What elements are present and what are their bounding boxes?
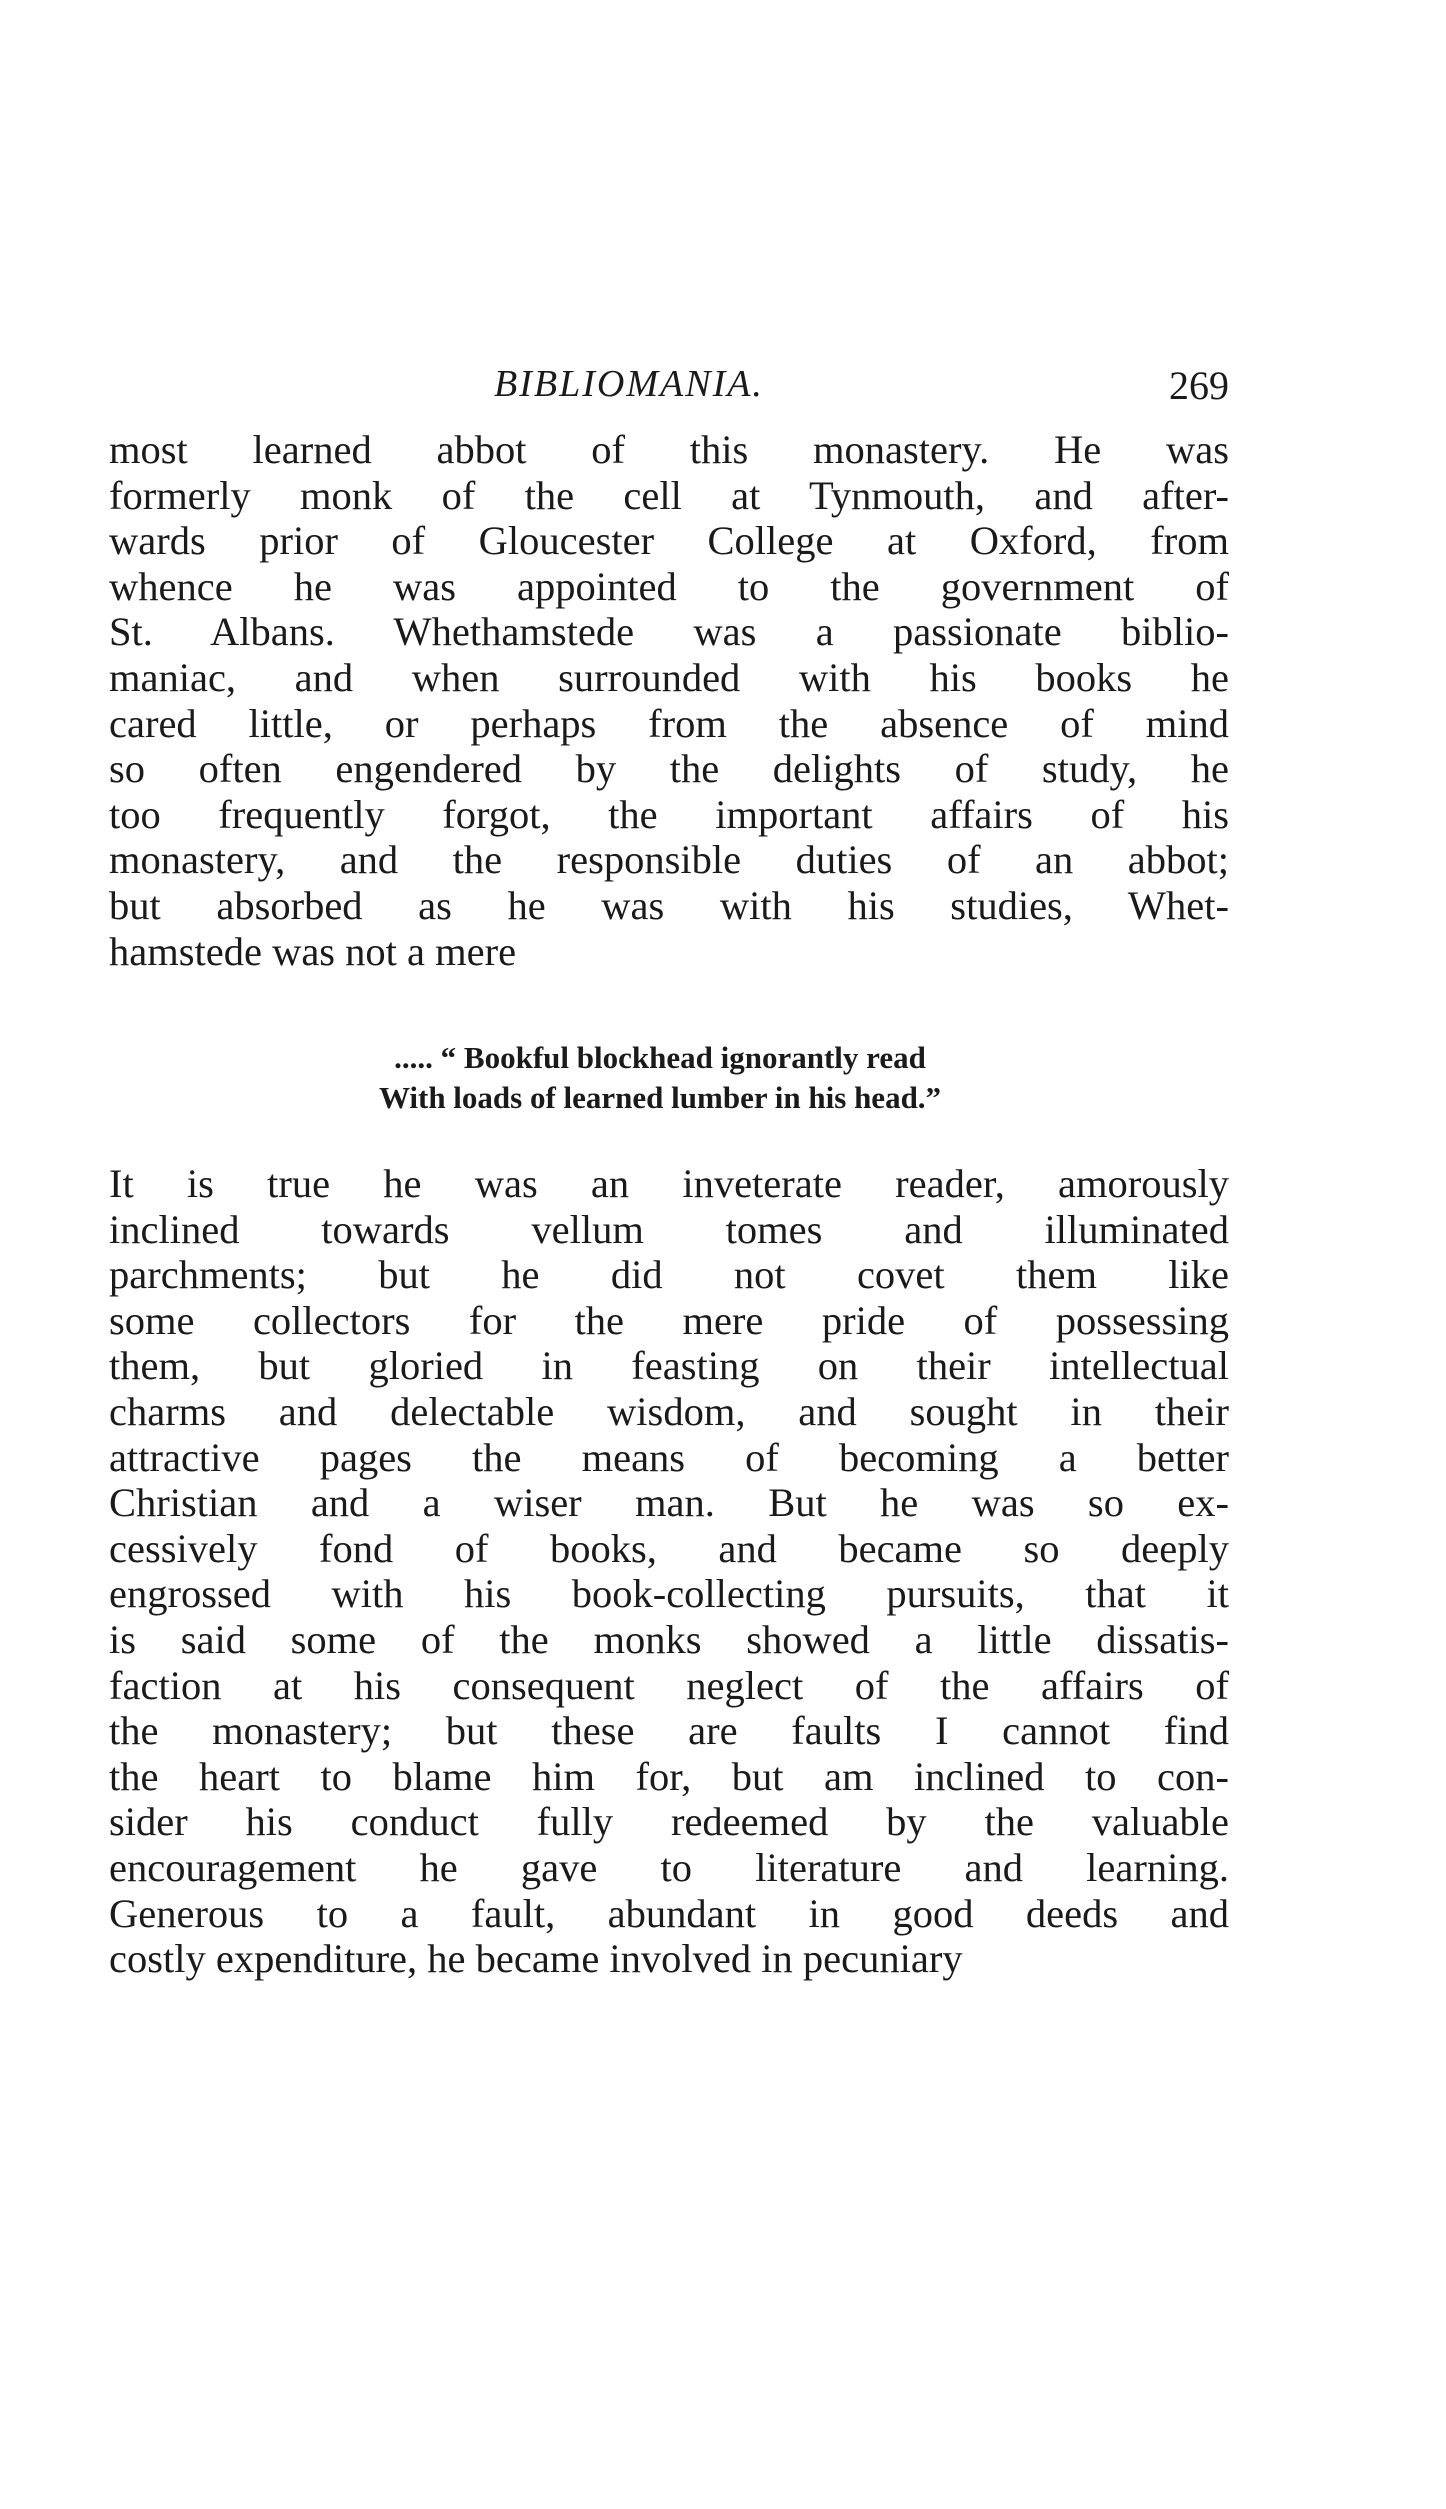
running-title: BIBLIOMANIA. <box>494 363 764 405</box>
text-line: formerly monk of the cell at Tynmouth, and after- <box>109 472 1229 518</box>
text-line: It is true he was an inveterate reader, amorously <box>109 1161 1229 1206</box>
text-line: encouragement he gave to literature and learning. <box>109 1844 1229 1890</box>
quote-line: With loads of learned lumber in his head.” <box>378 1080 942 1115</box>
text-line: most learned abbot of this monastery. He was <box>109 427 1229 472</box>
text-line: cessively fond of books, and became so deeply <box>109 1525 1229 1571</box>
text-line: maniac, and when surrounded with his books he <box>109 654 1229 700</box>
text-line: too frequently forgot, the important affairs of his <box>109 791 1229 837</box>
text-line: attractive pages the means of becoming a better <box>109 1434 1229 1480</box>
text-line: is said some of the monks showed a little dissatis- <box>109 1616 1229 1662</box>
paragraph-1 <box>109 427 1229 974</box>
text-line: but absorbed as he was with his studies, Whet- <box>109 882 1229 928</box>
running-header <box>109 362 1229 412</box>
text-line: hamstede was not a mere <box>109 928 517 974</box>
text-line: some collectors for the mere pride of possessing <box>109 1297 1229 1343</box>
text-line: faction at his consequent neglect of the affairs of <box>109 1662 1229 1708</box>
text-line: them, but gloried in feasting on their intellectual <box>109 1343 1229 1389</box>
text-line: inclined towards vellum tomes and illuminated <box>109 1206 1229 1252</box>
text-line: Generous to a fault, abundant in good deeds and <box>109 1890 1229 1936</box>
text-line: monastery, and the responsible duties of an abbot; <box>109 837 1229 883</box>
text-line: the monastery; but these are faults I cannot find <box>109 1708 1229 1754</box>
text-line: so often engendered by the delights of study, he <box>109 746 1229 792</box>
text-line: Christian and a wiser man. But he was so ex- <box>109 1480 1229 1526</box>
text-line: St. Albans. Whethamstede was a passionate biblio- <box>109 609 1229 655</box>
paragraph-2 <box>109 1161 1229 1982</box>
text-line: whence he was appointed to the government of <box>109 563 1229 609</box>
page-number: 269 <box>1169 363 1229 408</box>
text-line: charms and delectable wisdom, and sought in their <box>109 1388 1229 1434</box>
text-line: engrossed with his book-collecting pursuits, that it <box>109 1571 1229 1617</box>
text-line: parchments; but he did not covet them like <box>109 1252 1229 1298</box>
text-line: cared little, or perhaps from the absence of mind <box>109 700 1229 746</box>
text-line: costly expenditure, he became involved in pecuniary <box>109 1936 963 1982</box>
text-line: wards prior of Gloucester College at Oxford, from <box>109 518 1229 564</box>
text-line: the heart to blame him for, but am inclined to con- <box>109 1753 1229 1799</box>
text-line: sider his conduct fully redeemed by the valuable <box>109 1799 1229 1845</box>
block-quote <box>0 1038 1320 1118</box>
quote-line: ..... “ Bookful blockhead ignorantly read <box>394 1040 926 1075</box>
